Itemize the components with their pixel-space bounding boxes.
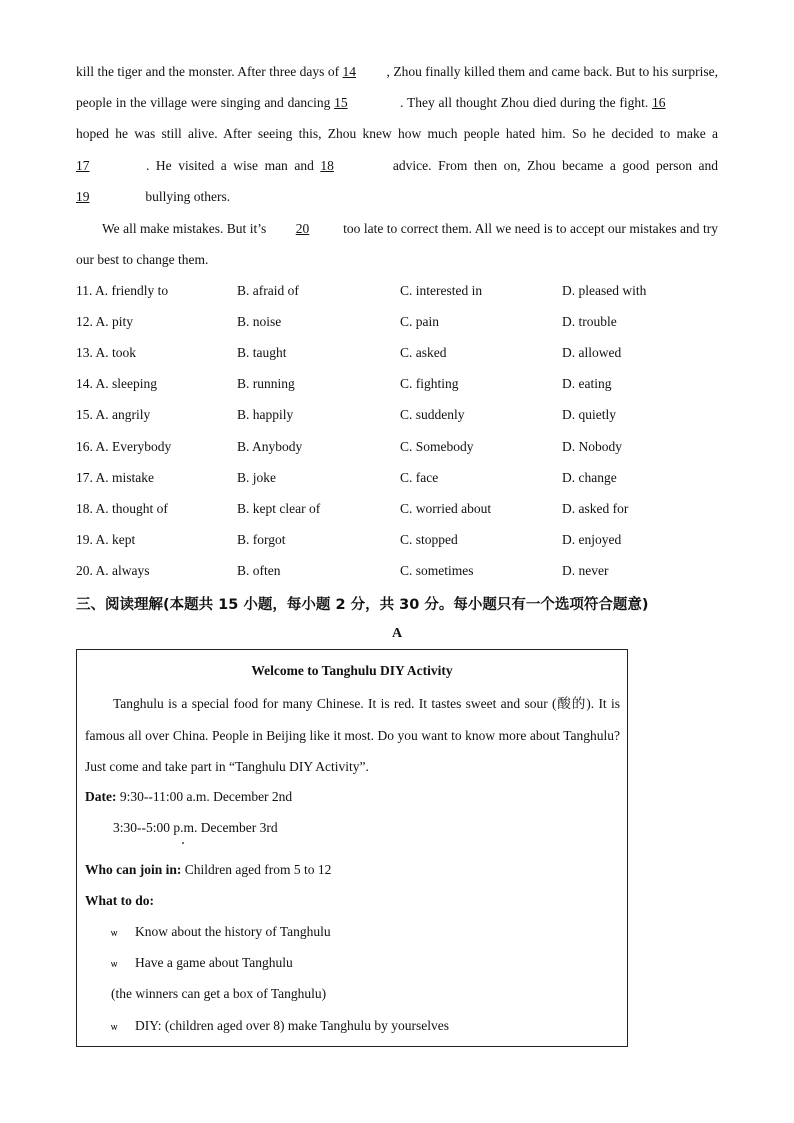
option-b: B. happily [237, 407, 294, 422]
option-row [76, 283, 716, 314]
bullet-icon: ѡ [111, 959, 118, 970]
option-c: C. suddenly [400, 407, 465, 422]
notice-intro: Tanghulu is a special food for many Chinese. It is red. It tastes sweet and sour (酸的). It is famous all over China. People in Beijing like it most. Do you want to know more about Tanghulu? Just come and take part in “Tanghulu DIY Activity”. [85, 696, 620, 774]
section-heading: 三、阅读理解(本题共 15 小题，每小题 2 分，共 30 分。每小题只有一个选项符合题意) [76, 597, 649, 613]
option-b: B. often [237, 563, 281, 578]
option-b: B. forgot [237, 532, 286, 547]
stray-dot [182, 842, 184, 844]
notice-box [76, 649, 628, 1047]
list-item [111, 1018, 449, 1034]
option-a: 19. A. kept [76, 532, 136, 547]
blank-19: 19 [76, 188, 90, 204]
blank-16: 16 [652, 95, 666, 111]
cloze-paragraph-1 [76, 56, 718, 212]
option-c: C. fighting [400, 376, 459, 391]
option-a: 12. A. pity [76, 314, 134, 329]
option-row [76, 345, 716, 376]
option-a: 16. A. Everybody [76, 439, 172, 454]
option-b: B. joke [237, 470, 276, 485]
option-c: C. pain [400, 314, 439, 329]
option-a: 15. A. angrily [76, 407, 151, 422]
option-row [76, 501, 716, 532]
cloze-text: . He visited a wise man and [146, 157, 321, 173]
date-value-2: 3:30--5:00 p.m. December 3rd [113, 820, 278, 835]
date-value-1: 9:30--11:00 a.m. December 2nd [116, 789, 293, 804]
who-label: Who can join in: [85, 862, 182, 877]
option-c: C. sometimes [400, 563, 474, 578]
what-label: What to do: [85, 893, 155, 908]
date-label: Date: [85, 789, 117, 804]
option-b: B. kept clear of [237, 501, 321, 516]
option-d: D. quietly [562, 407, 616, 422]
passage-label: A [391, 626, 403, 641]
option-b: B. Anybody [237, 439, 303, 454]
date-line [85, 789, 292, 805]
notice-title: Welcome to Tanghulu DIY Activity [251, 663, 453, 678]
list-item-text: DIY: (children aged over 8) make Tanghulu by yourselves [135, 1018, 449, 1033]
cloze-paragraph-2 [76, 213, 718, 275]
cloze-text: , Zhou finally killed them and came back. But to his surprise, people in the village were singing and dancing [76, 64, 718, 111]
option-row [76, 470, 716, 501]
option-d: D. change [562, 470, 617, 485]
list-item [111, 924, 331, 940]
option-d: D. trouble [562, 314, 617, 329]
option-a: 14. A. sleeping [76, 376, 157, 391]
option-b: B. afraid of [237, 283, 299, 298]
cloze-text: . They all thought Zhou died during the fight. [400, 95, 652, 111]
who-line [85, 862, 331, 878]
option-d: D. allowed [562, 345, 622, 360]
option-row [76, 376, 716, 407]
option-a: 13. A. took [76, 345, 137, 360]
cloze-text: hoped he was still alive. After seeing this, Zhou knew how much people hated him. So he decided to make a [76, 126, 718, 142]
who-value: Children aged from 5 to 12 [181, 862, 332, 877]
option-d: D. Nobody [562, 439, 622, 454]
option-a: 11. A. friendly to [76, 283, 169, 298]
cloze-text: too late to correct them. All we need is to accept our mistakes and try our best to change them. [76, 221, 718, 268]
option-row [76, 532, 716, 563]
list-item-text: Have a game about Tanghulu [135, 955, 293, 970]
option-d: D. pleased with [562, 283, 647, 298]
blank-15: 15 [334, 95, 348, 111]
option-c: C. interested in [400, 283, 483, 298]
option-a: 18. A. thought of [76, 501, 168, 516]
option-b: B. noise [237, 314, 282, 329]
cloze-text: advice. From then on, Zhou became a good person and [386, 157, 718, 173]
list-item-text: Know about the history of Tanghulu [135, 924, 331, 939]
option-row [76, 407, 716, 438]
option-row [76, 439, 716, 470]
option-row [76, 314, 716, 345]
option-d: D. asked for [562, 501, 629, 516]
option-d: D. enjoyed [562, 532, 622, 547]
bullet-icon: ѡ [111, 928, 118, 939]
option-c: C. Somebody [400, 439, 474, 454]
list-item [111, 955, 293, 971]
option-a: 17. A. mistake [76, 470, 154, 485]
list-item-note: (the winners can get a box of Tanghulu) [111, 986, 327, 1001]
option-c: C. worried about [400, 501, 492, 516]
cloze-text: We all make mistakes. But it’s [102, 221, 270, 236]
option-c: C. face [400, 470, 439, 485]
bullet-icon: ѡ [111, 1022, 118, 1033]
option-b: B. running [237, 376, 295, 391]
option-a: 20. A. always [76, 563, 150, 578]
option-b: B. taught [237, 345, 287, 360]
option-d: D. never [562, 563, 609, 578]
blank-18: 18 [320, 157, 334, 173]
cloze-text: bullying others. [142, 188, 231, 204]
option-c: C. stopped [400, 532, 458, 547]
option-row [76, 563, 716, 594]
blank-17: 17 [76, 157, 90, 173]
blank-20: 20 [295, 221, 310, 236]
blank-14: 14 [342, 64, 357, 79]
option-c: C. asked [400, 345, 447, 360]
cloze-text: kill the tiger and the monster. After three days of [76, 64, 343, 79]
option-d: D. eating [562, 376, 612, 391]
